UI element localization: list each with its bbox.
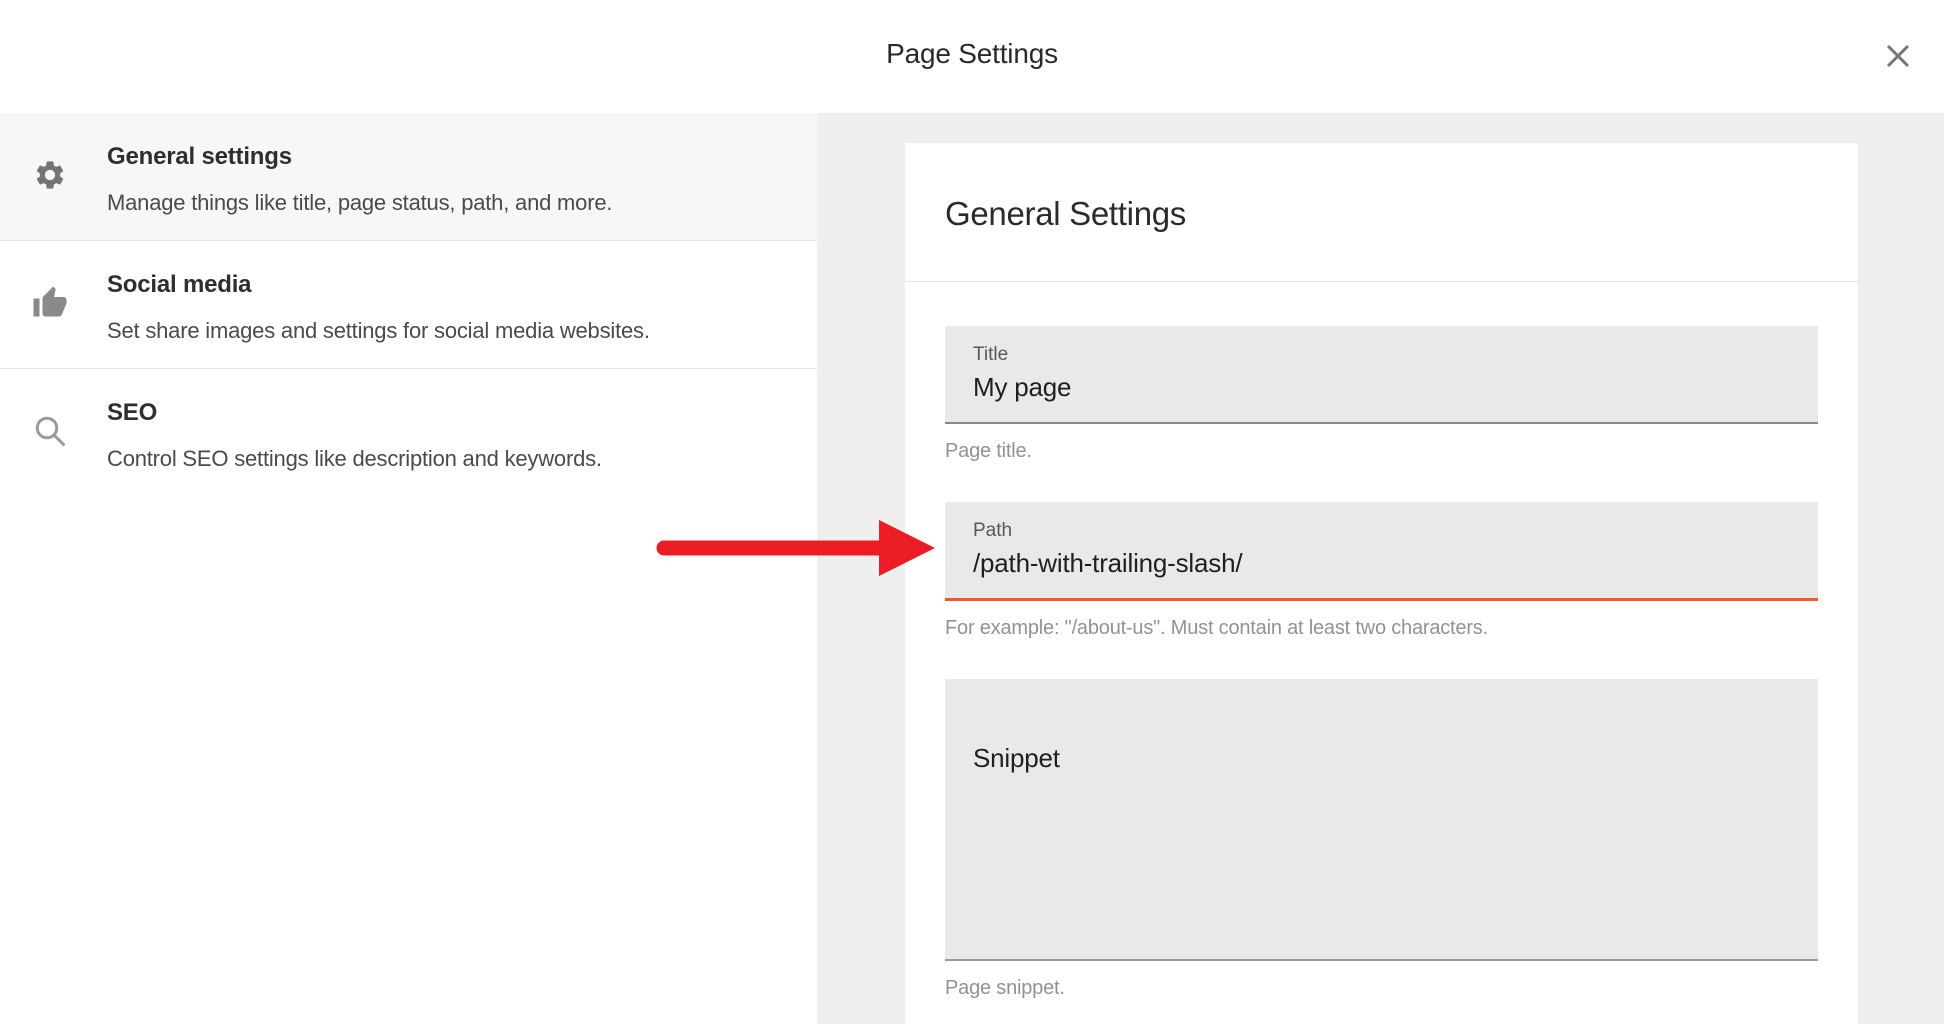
sidebar-item-seo[interactable] (0, 369, 817, 496)
path-field-helper: For example: "/about-us". Must contain at least two characters. (945, 617, 1488, 639)
path-field-group (945, 502, 1818, 641)
sidebar-item-description: Control SEO settings like description and keywords. (107, 446, 602, 471)
card-body (905, 282, 1858, 1001)
sidebar-item-description: Set share images and settings for social media websites. (107, 318, 650, 343)
snippet-field-group (945, 679, 1818, 1001)
panel-heading: General Settings (945, 195, 1187, 232)
card-header (905, 143, 1858, 282)
sidebar-item-title: SEO (107, 399, 158, 426)
sidebar-item-description: Manage things like title, page status, path, and more. (107, 190, 613, 215)
gear-icon (32, 157, 68, 193)
sidebar-item-title: Social media (107, 271, 252, 298)
search-icon (32, 413, 68, 449)
settings-sidebar (0, 113, 817, 1024)
thumbs-up-icon (32, 285, 68, 321)
close-icon (1883, 41, 1913, 71)
path-field-value: /path-with-trailing-slash/ (973, 548, 1243, 578)
page-title: Page Settings (886, 38, 1058, 69)
general-settings-card (905, 143, 1858, 1024)
modal-header (0, 0, 1944, 113)
snippet-field-label: Snippet (973, 743, 1060, 773)
path-field-label: Path (973, 520, 1013, 541)
title-field[interactable] (945, 326, 1818, 424)
sidebar-item-title: General settings (107, 143, 292, 170)
settings-main-area (817, 113, 1944, 1024)
path-field[interactable] (945, 502, 1818, 601)
snippet-field-helper: Page snippet. (945, 977, 1065, 999)
sidebar-item-general-settings[interactable] (0, 113, 817, 241)
title-field-group (945, 326, 1818, 464)
title-field-value: My page (973, 372, 1072, 402)
title-field-label: Title (973, 344, 1009, 365)
snippet-field[interactable] (945, 679, 1818, 961)
sidebar-item-social-media[interactable] (0, 241, 817, 369)
title-field-helper: Page title. (945, 440, 1032, 462)
close-button[interactable] (1880, 38, 1916, 74)
